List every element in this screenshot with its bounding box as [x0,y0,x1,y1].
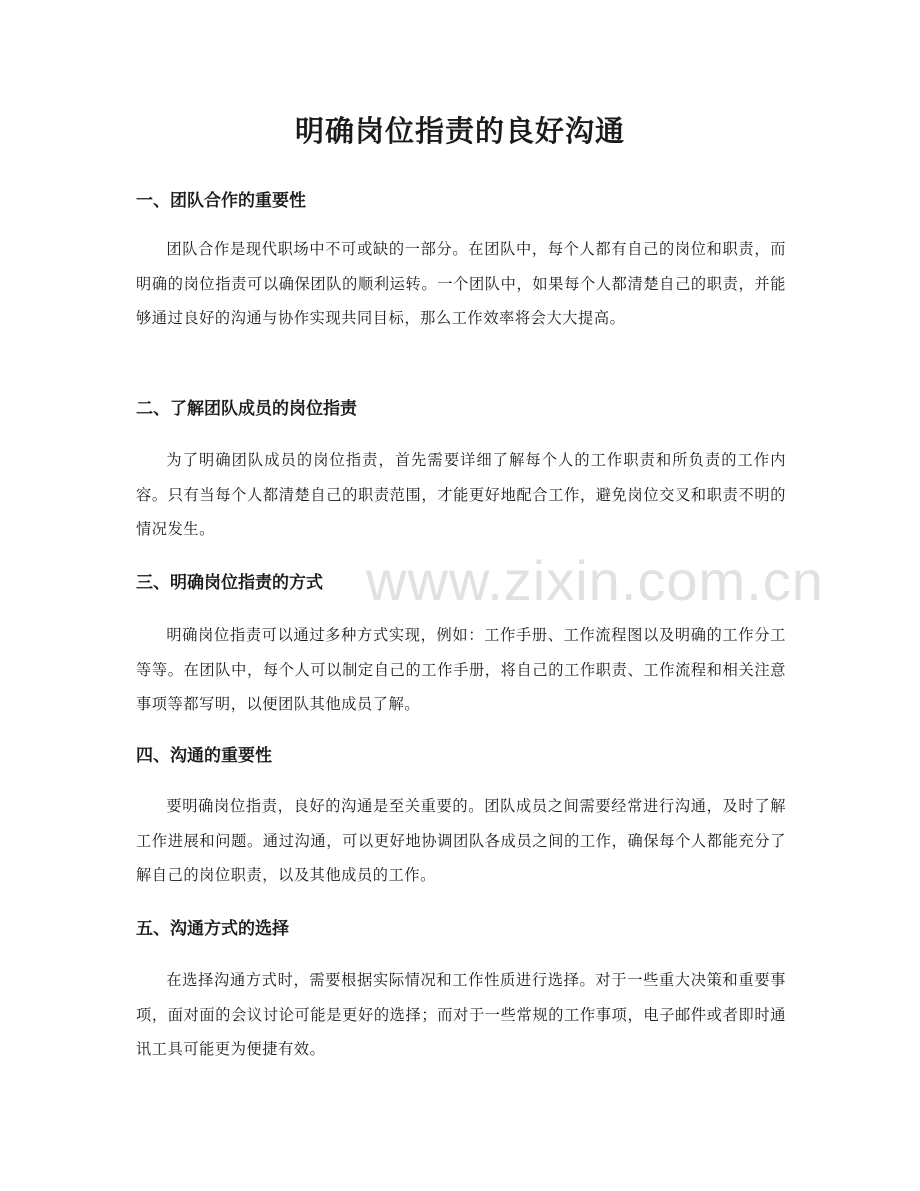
section-heading-2: 二、了解团队成员的岗位指责 [136,399,357,419]
section-paragraph-3: 明确岗位指责可以通过多种方式实现，例如：工作手册、工作流程图以及明确的工作分工等等。在团队中，每个人可以制定自己的工作手册，将自己的工作职责、工作流程和相关注意事项等都写明，以便团队其他成员了解。 [136,626,786,713]
watermark-text: www.zixin.com.cn [366,549,824,612]
section-heading-4: 四、沟通的重要性 [136,746,272,766]
section-heading-3: 三、明确岗位指责的方式 [136,573,323,593]
section-paragraph-4: 要明确岗位指责，良好的沟通是至关重要的。团队成员之间需要经常进行沟通，及时了解工作进展和问题。通过沟通，可以更好地协调团队各成员之间的工作，确保每个人都能充分了解自己的岗位职责，以及其他成员的工作。 [136,797,786,884]
document-title: 明确岗位指责的良好沟通 [294,114,625,148]
section-paragraph-1: 团队合作是现代职场中不可或缺的一部分。在团队中，每个人都有自己的岗位和职责，而明确的岗位指责可以确保团队的顺利运转。一个团队中，如果每个人都清楚自己的职责，并能够通过良好的沟通与协作实现共同目标，那么工作效率将会大大提高。 [136,240,786,327]
section-paragraph-2: 为了明确团队成员的岗位指责，首先需要详细了解每个人的工作职责和所负责的工作内容。只有当每个人都清楚自己的职责范围，才能更好地配合工作，避免岗位交叉和职责不明的情况发生。 [136,451,786,538]
section-heading-1: 一、团队合作的重要性 [136,191,306,211]
section-heading-5: 五、沟通方式的选择 [136,919,289,939]
section-paragraph-5: 在选择沟通方式时，需要根据实际情况和工作性质进行选择。对于一些重大决策和重要事项，面对面的会议讨论可能是更好的选择；而对于一些常规的工作事项，电子邮件或者即时通讯工具可能更为便捷有效。 [136,971,786,1058]
